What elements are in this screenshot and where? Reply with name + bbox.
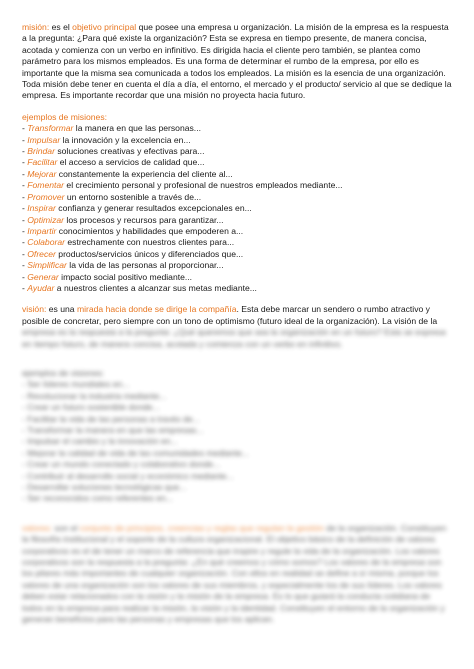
vision-example-item: - Desarrollar soluciones tecnológicas que... xyxy=(22,482,187,493)
vision-term: visión: xyxy=(22,304,47,315)
examples-list xyxy=(22,123,452,294)
mission-example-verb: Generar xyxy=(27,271,59,282)
mission-example-item: - Simplificar la vida de las personas al proporcionar... xyxy=(22,260,224,271)
mission-highlight: objetivo principal xyxy=(72,22,137,32)
mission-example-rest: productos/servicios únicos y diferenciados que... xyxy=(55,248,244,259)
mission-example-item: - Impulsar la innovación y la excelencia en... xyxy=(22,134,191,145)
examples-heading: ejemplos de misiones: xyxy=(22,111,108,122)
mission-example-verb: Brindar xyxy=(27,146,55,157)
mission-term: misión: xyxy=(22,22,50,32)
mission-example-verb: Impartir xyxy=(27,225,57,236)
mission-example-item: - Promover un entorno sostenible a través de... xyxy=(22,191,202,202)
mission-example-verb: Promover xyxy=(27,191,65,202)
mission-example-item: - Transformar la manera en que las personas... xyxy=(22,123,201,134)
vision-example-item: - Facilitar la vida de las personas a través de... xyxy=(22,413,200,424)
vision-example-item: - Ser reconocidos como referentes en... xyxy=(22,493,173,504)
mission-example-rest: confianza y generar resultados excepcionales en... xyxy=(55,203,252,214)
mission-example-rest: el acceso a servicios de calidad que... xyxy=(57,157,205,168)
mission-example-verb: Fomentar xyxy=(27,180,65,191)
mission-example-rest: conocimientos y habilidades que empoderen a... xyxy=(56,225,244,236)
mission-text-1: es el xyxy=(49,22,73,32)
values-text-1: son el xyxy=(52,522,80,533)
mission-example-rest: a nuestros clientes a alcanzar sus metas mediante... xyxy=(54,282,257,293)
mission-example-verb: Optimizar xyxy=(27,214,65,225)
mission-example-verb: Mejorar xyxy=(27,168,57,179)
mission-text-2: que posee una empresa u organización. La misión de la empresa es la respuesta a la pregunta: ¿Para qué existe la organización? Esta se expresa en tiempo presente, de manera concisa, acotada y comienza con un verbo en infinitivo. Es dirigida hacia el cliente pero también, se plantea como parámetro para los mismos empleados. Es una forma de determinar el rumbo de la empresa, por ello es importante que la misma sea comunicada a todos los empleados. La misión es la esencia de una organización. Toda misión debe tener en cuenta el día a día, el entorno, el mercado y el producto/ servicio al que se dedique la empresa. Es importante recordar que una misión no proyecta hacia futuro. xyxy=(22,22,452,101)
mission-example-item: - Impartir conocimientos y habilidades que empoderen a... xyxy=(22,225,244,236)
mission-example-item: - Mejorar constantemente la experiencia del cliente al... xyxy=(22,168,233,179)
vision-example-item: - Transformar la manera en que las empresas... xyxy=(22,425,204,435)
values-term: valores: xyxy=(22,522,53,533)
values-text-2: de la organización. Constituyen la filosofía institucional y el soporte de la cultura organizacional. El objetivo básico de la definición de valores corporativos es el de tener un marco de referencia que inspire y regule la vida de la organización. Los valores corporativos son la respuesta a la pregunta: ¿En qué creemos y cómo somos? Los valores de la empresa son los pilares más importantes de cualquier organización. Con ellos en realidad se define a sí misma, porque los valores de una organización son los valores de sus miembros, y especialmente los de sus líderes. Los valores deben estar relacionados con la visión y la misión de la empresa. Es lo que guiará la conducta cotidiana de todos en la empresa para realizar la misión, la visión y la identidad. Constituyen el entorno de la organización y generan beneficios para las personas y empresas que los aplican. xyxy=(22,522,447,625)
mission-example-item: - Ayudar a nuestros clientes a alcanzar sus metas mediante... xyxy=(22,282,257,293)
mission-example-verb: Inspirar xyxy=(27,203,56,214)
mission-example-verb: Facilitar xyxy=(27,157,58,168)
vision-text-1: es una xyxy=(46,304,77,315)
mission-example-item: - Facilitar el acceso a servicios de calidad que... xyxy=(22,157,205,168)
vision-example-item: - Contribuir al desarrollo social y económico mediante... xyxy=(22,470,234,481)
values-paragraph xyxy=(22,523,452,626)
blurred-content xyxy=(22,327,452,625)
mission-example-verb: Ayudar xyxy=(27,282,55,293)
mission-example-rest: la innovación y la excelencia en... xyxy=(60,134,191,145)
mission-example-item: - Brindar soluciones creativas y efectivas para... xyxy=(22,146,205,157)
mission-example-rest: el crecimiento personal y profesional de nuestros empleados mediante... xyxy=(64,180,343,191)
vision-example-item: - Ser líderes mundiales en... xyxy=(22,379,130,390)
vision-highlight: mirada hacia donde se dirige la compañía xyxy=(76,304,237,315)
vision-example-item: - Revolucionar la industria mediante... xyxy=(22,390,167,401)
mission-example-verb: Impulsar xyxy=(27,134,61,145)
blurred-examples-list xyxy=(22,379,452,504)
mission-example-item: - Inspirar confianza y generar resultados excepcionales en... xyxy=(22,203,252,214)
mission-example-item: - Optimizar los procesos y recursos para garantizar... xyxy=(22,214,224,225)
mission-example-item: - Ofrecer productos/servicios únicos y diferenciados que... xyxy=(22,248,244,259)
vision-example-item: - Impulsar el cambio y la innovación en... xyxy=(22,436,178,447)
mission-example-rest: los procesos y recursos para garantizar... xyxy=(64,214,224,225)
mission-example-item: - Generar impacto social positivo mediante... xyxy=(22,271,193,282)
mission-example-rest: soluciones creativas y efectivas para... xyxy=(54,146,205,157)
mission-example-rest: la manera en que las personas... xyxy=(73,123,201,134)
values-highlight: conjunto de principios, creencias y reglas que regulan la gestión xyxy=(79,522,324,533)
vision-paragraph xyxy=(22,304,452,327)
vision-text-2: . Esta debe marcar un sendero o rumbo atractivo y posible de concretar, pero siempre con un tono de optimismo (futuro ideal de la organización). La visión de la xyxy=(22,304,438,326)
mission-example-rest: un entorno sostenible a través de... xyxy=(64,191,202,202)
vision-example-item: - Crear un futuro sostenible donde... xyxy=(22,402,160,413)
vision-example-item: - Mejorar la calidad de vida de las comunidades mediante... xyxy=(22,447,249,458)
mission-example-rest: constantemente la experiencia del cliente al... xyxy=(56,168,233,179)
blurred-examples-heading: ejemplos de visiones: xyxy=(22,367,105,378)
mission-example-item: - Colaborar estrechamente con nuestros clientes para... xyxy=(22,237,235,248)
mission-example-verb: Transformar xyxy=(27,123,74,134)
mission-example-rest: impacto social positivo mediante... xyxy=(58,271,193,282)
mission-example-verb: Simplificar xyxy=(27,260,67,271)
mission-example-rest: la vida de las personas al proporcionar... xyxy=(66,260,224,271)
vision-example-item: - Crear un mundo conectado y colaborativo donde... xyxy=(22,459,221,470)
mission-example-item: - Fomentar el crecimiento personal y profesional de nuestros empleados mediante... xyxy=(22,180,343,191)
vision-continuation: empresa es la respuesta a la pregunta: ¿Qué queremos que sea la organización en un futuro? Esta se expresa en tiempo futuro, de manera concisa, acotada y comienza con un verbo en infinitivo. xyxy=(22,327,446,349)
mission-paragraph xyxy=(22,22,452,102)
mission-example-verb: Colaborar xyxy=(27,237,65,248)
mission-example-rest: estrechamente con nuestros clientes para... xyxy=(65,237,235,248)
mission-example-verb: Ofrecer xyxy=(27,248,56,259)
